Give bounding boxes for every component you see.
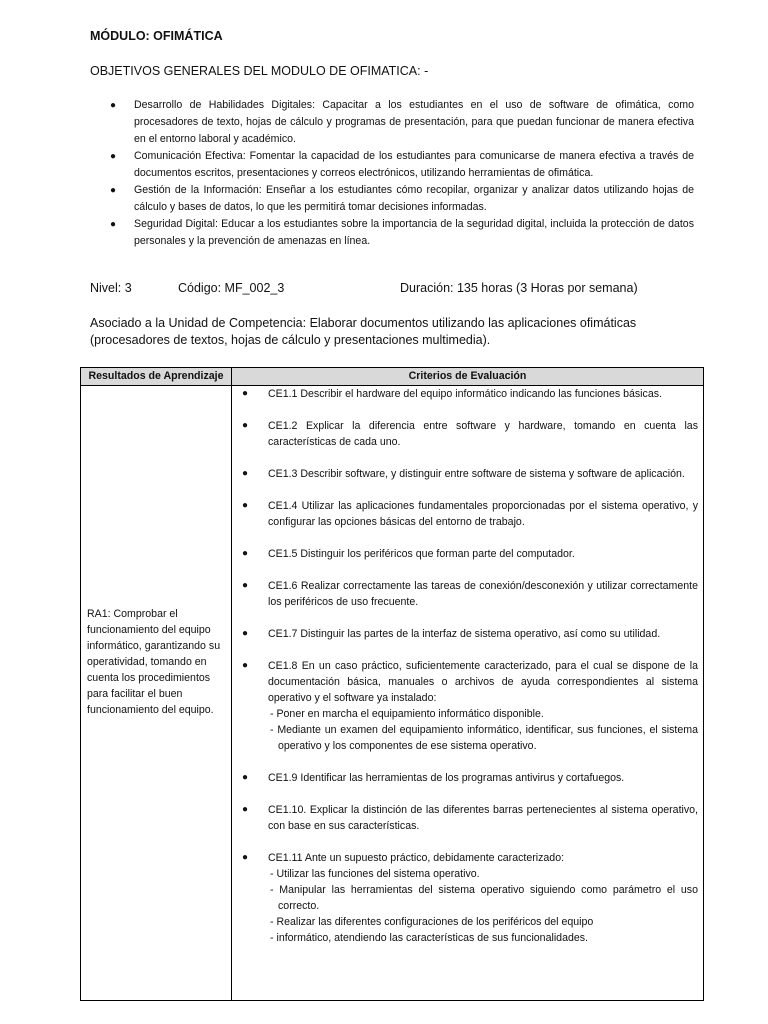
module-title: MÓDULO: OFIMÁTICA xyxy=(90,29,223,43)
bullet-icon: ● xyxy=(110,219,117,230)
column-divider xyxy=(231,368,232,1000)
bullet-icon: ● xyxy=(110,185,117,196)
criterion-item xyxy=(240,626,698,642)
header-resultados: Resultados de Aprendizaje xyxy=(88,370,224,382)
nivel-label: Nivel: 3 xyxy=(90,281,132,295)
bullet-icon: ● xyxy=(242,660,249,671)
criterion-item xyxy=(240,418,698,450)
bullet-icon: ● xyxy=(242,500,249,511)
criterion-item xyxy=(240,466,698,482)
bullet-icon: ● xyxy=(242,628,249,639)
criterion-text: CE1.11 Ante un supuesto práctico, debidamente caracterizado: xyxy=(268,852,565,864)
criterion-item xyxy=(240,386,698,402)
bullet-icon: ● xyxy=(242,772,249,783)
criterion-text: CE1.2 Explicar la diferencia entre software y hardware, tomando en cuenta las características de cada uno. xyxy=(268,420,698,448)
bullet-icon: ● xyxy=(242,580,249,591)
objective-text: Comunicación Efectiva: Fomentar la capacidad de los estudiantes para comunicarse de manera efectiva a través de documentos escritos, presentaciones y correos electrónicos, utilizando herramientas de ofimática. xyxy=(134,150,694,179)
bullet-icon: ● xyxy=(242,548,249,559)
table-header-row xyxy=(81,368,703,386)
codigo-label: Código: MF_002_3 xyxy=(178,281,285,295)
objective-text: Seguridad Digital: Educar a los estudiantes sobre la importancia de la seguridad digital, incluida la protección de datos personales y la prevención de amenazas en línea. xyxy=(134,218,694,247)
criterion-text: CE1.4 Utilizar las aplicaciones fundamentales proporcionadas por el sistema operativo, y configurar las opciones básicas del entorno de trabajo. xyxy=(268,500,698,528)
criterion-item xyxy=(240,578,698,610)
criterion-item xyxy=(240,770,698,786)
criterion-subitem: - Utilizar las funciones del sistema operativo. xyxy=(270,868,480,880)
header-criterios: Criterios de Evaluación xyxy=(408,370,527,382)
criterion-text: CE1.5 Distinguir los periféricos que forman parte del computador. xyxy=(268,548,575,560)
criterion-item xyxy=(240,546,698,562)
objective-item xyxy=(110,148,694,182)
bullet-icon: ● xyxy=(242,388,249,399)
criterion-subitem: - Realizar las diferentes configuraciones de los periféricos del equipo xyxy=(270,916,594,928)
duracion-label: Duración: 135 horas (3 Horas por semana) xyxy=(400,281,638,295)
bullet-icon: ● xyxy=(242,852,249,863)
criterion-subitem: - informático, atendiendo las características de sus funcionalidades. xyxy=(270,932,588,944)
criterion-subitem: - Poner en marcha el equipamiento informático disponible. xyxy=(270,708,544,720)
criterion-text: CE1.8 En un caso práctico, suficientemente caracterizado, para el cual se dispone de la documentación básica, manuales o archivos de ayuda correspondientes al sistema operativo y el software ya instalado: xyxy=(268,660,698,704)
criterion-item xyxy=(240,658,698,754)
learning-outcome-ra1: RA1: Comprobar el funcionamiento del equipo informático, garantizando su operatividad, tomando en cuenta los procedimientos para facilitar el buen funcionamiento del equipo. xyxy=(87,608,221,716)
criterion-subitem: - Manipular las herramientas del sistema operativo siguiendo como parámetro el uso correcto. xyxy=(270,884,698,912)
objectives-heading: OBJETIVOS GENERALES DEL MODULO DE OFIMATICA: - xyxy=(90,64,429,78)
criterion-text: CE1.7 Distinguir las partes de la interfaz de sistema operativo, así como su utilidad. xyxy=(268,628,661,640)
criterion-text: CE1.10. Explicar la distinción de las diferentes barras pertenecientes al sistema operativo, con base en sus características. xyxy=(268,804,698,832)
objective-text: Gestión de la Información: Enseñar a los estudiantes cómo recopilar, organizar y analizar datos utilizando hojas de cálculo y bases de datos, lo que les permitirá tomar decisiones informadas. xyxy=(134,184,694,213)
objective-item xyxy=(110,216,694,250)
criterion-item xyxy=(240,850,698,946)
objective-item xyxy=(110,182,694,216)
bullet-icon: ● xyxy=(242,804,249,815)
criterion-text: CE1.9 Identificar las herramientas de los programas antivirus y cortafuegos. xyxy=(268,772,625,784)
bullet-icon: ● xyxy=(110,151,117,162)
criterion-text: CE1.3 Describir software, y distinguir entre software de sistema y software de aplicación. xyxy=(268,468,685,480)
bullet-icon: ● xyxy=(242,420,249,431)
objectives-list xyxy=(110,97,694,250)
criterion-item xyxy=(240,498,698,530)
criterion-text: CE1.1 Describir el hardware del equipo informático indicando las funciones básicas. xyxy=(268,388,662,400)
evaluation-table xyxy=(80,367,704,1001)
criterion-item xyxy=(240,802,698,834)
objective-item xyxy=(110,97,694,148)
bullet-icon: ● xyxy=(242,468,249,479)
objective-text: Desarrollo de Habilidades Digitales: Capacitar a los estudiantes en el uso de software de ofimática, como procesadores de texto, hojas de cálculo y programas de presentación, para que puedan funcionar de manera efectiva en el entorno laboral y académico. xyxy=(134,99,694,145)
criterion-text: CE1.6 Realizar correctamente las tareas de conexión/desconexión y utilizar correctamente los periféricos de uso frecuente. xyxy=(268,580,698,608)
competence-text: Asociado a la Unidad de Competencia: Elaborar documentos utilizando las aplicaciones ofimáticas (procesadores de textos, hojas de cálculo y presentaciones multimedia). xyxy=(90,316,637,347)
criteria-list xyxy=(240,386,698,962)
criterion-subitem: - Mediante un examen del equipamiento informático, identificar, sus funciones, el sistema operativo y los componentes de ese sistema operativo. xyxy=(270,724,698,752)
bullet-icon: ● xyxy=(110,100,117,111)
